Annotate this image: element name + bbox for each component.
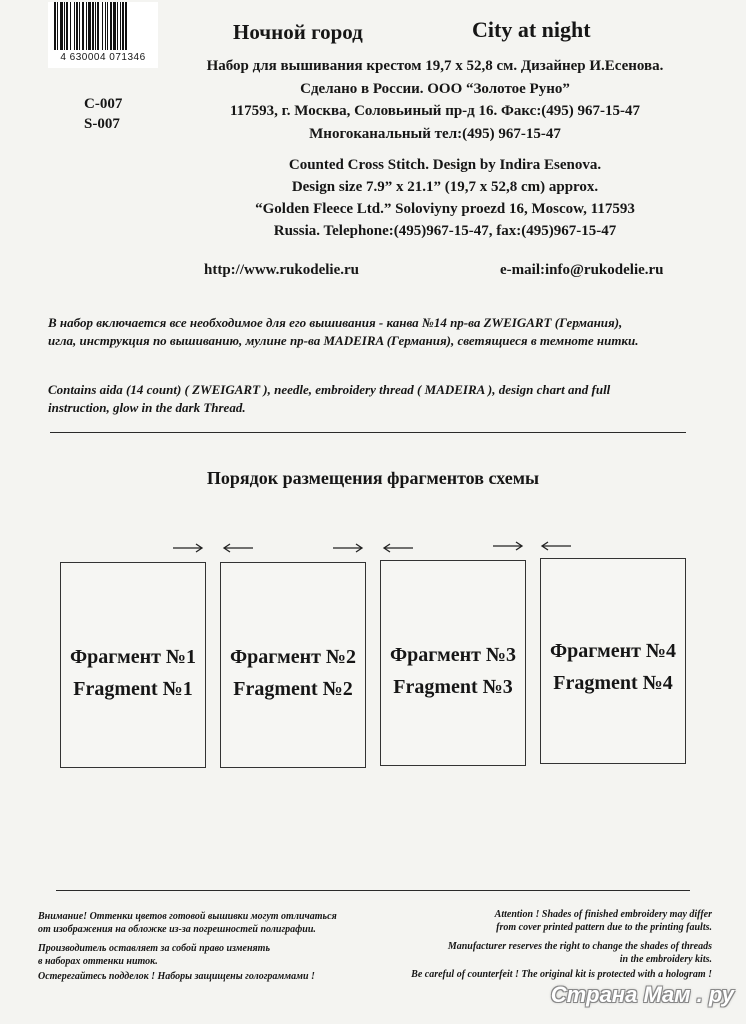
contents-en-line: Contains aida (14 count) ( ZWEIGART ), needle, embroidery thread ( MADEIRA ), design chart and full (48, 382, 611, 397)
footer-notice-ru (38, 910, 337, 983)
fragment-4-label-ru: Фрагмент №4 (549, 640, 677, 662)
en-info-line: “Golden Fleece Ltd.” Soloviyny proezd 16, Moscow, 117593 (255, 201, 635, 217)
arrow-left-icon (382, 543, 414, 553)
email-link[interactable]: e-mail:info@rukodelie.ru (500, 262, 664, 278)
arrow-left-icon (540, 541, 572, 551)
footer-ru-line: в наборах оттенки ниток. (38, 956, 158, 967)
fragment-1-label-ru: Фрагмент №1 (69, 646, 197, 668)
publisher-info-en (200, 154, 690, 242)
footer-ru-line: от изображения на обложке из-за погрешностей полиграфии. (38, 924, 316, 935)
fragment-3-label-en: Fragment №3 (393, 676, 513, 698)
title-ru: Ночной город (233, 20, 363, 44)
fragment-4-box (540, 558, 686, 764)
article-code-ru: C-007 (84, 96, 123, 112)
article-code-en: S-007 (84, 116, 120, 132)
arrow-right-icon (172, 543, 204, 553)
barcode-number: 4 630004 071346 (60, 52, 146, 63)
en-info-line: Russia. Telephone:(495)967-15-47, fax:(495)967-15-47 (273, 223, 617, 239)
fragment-2-label-en: Fragment №2 (233, 678, 353, 700)
publisher-info-ru (160, 55, 710, 145)
contents-ru-line: В набор включается все необходимое для его вышивания - канва №14 пр-ва ZWEIGART (Германия), (48, 315, 623, 330)
fragment-2-label-ru: Фрагмент №2 (229, 646, 357, 668)
website-link[interactable]: http://www.rukodelie.ru (204, 262, 360, 278)
footer-notice-en (411, 908, 712, 981)
arrow-left-icon (222, 543, 254, 553)
fragment-1-label-en: Fragment №1 (73, 678, 193, 700)
title-en: City at night (472, 17, 591, 42)
fragment-3-label-ru: Фрагмент №3 (389, 644, 517, 666)
layout-heading: Порядок размещения фрагментов схемы (206, 468, 540, 488)
watermark-logo: Страна Мам . ру (550, 982, 734, 1007)
footer-en-line: Attention ! Shades of finished embroidery may differ (494, 909, 712, 920)
divider-top (50, 432, 686, 433)
fragment-4-label-en: Fragment №4 (553, 672, 673, 694)
en-info-line: Design size 7.9” x 21.1” (19,7 x 52,8 cm) approx. (291, 179, 599, 195)
contents-en-line: instruction, glow in the dark Thread. (48, 400, 246, 415)
barcode-bars (54, 2, 152, 50)
ru-info-line: 117593, г. Москва, Соловьиный пр-д 16. Факс:(495) 967-15-47 (229, 103, 641, 119)
footer-en-line: in the embroidery kits. (619, 954, 712, 965)
ru-info-line: Набор для вышивания крестом 19,7 x 52,8 см. Дизайнер И.Есенова. (206, 58, 664, 74)
footer-en-line: Manufacturer reserves the right to change the shades of threads (447, 941, 712, 952)
ru-info-line: Многоканальный тел:(495) 967-15-47 (309, 125, 561, 142)
kit-contents-ru (48, 314, 639, 350)
footer-en-line: from cover printed pattern due to the printing faults. (496, 922, 712, 933)
footer-ru-line: Внимание! Оттенки цветов готовой вышивки могут отличаться (38, 911, 337, 922)
en-info-line: Counted Cross Stitch. Design by Indira Esenova. (288, 157, 602, 173)
fragment-3-box (380, 560, 526, 766)
arrow-right-icon (332, 543, 364, 553)
footer-ru-line: Производитель оставляет за собой право изменять (38, 943, 271, 954)
divider-bottom (56, 890, 690, 891)
fragment-2-box (220, 562, 366, 768)
footer-ru-line: Остерегайтесь подделок ! Наборы защищены голограммами ! (38, 971, 315, 982)
footer-en-line: Be careful of counterfeit ! The original kit is protected with a hologram ! (411, 969, 712, 980)
ru-info-line: Сделано в России. ООО “Золотое Руно” (300, 80, 570, 97)
arrow-right-icon (492, 541, 524, 551)
kit-contents-en (48, 381, 610, 417)
contents-ru-line: игла, инструкция по вышиванию, мулине пр-ва MADEIRA (Германия), светящиеся в темноте нитки. (48, 333, 639, 348)
fragment-1-box (60, 562, 206, 768)
barcode (48, 2, 158, 68)
